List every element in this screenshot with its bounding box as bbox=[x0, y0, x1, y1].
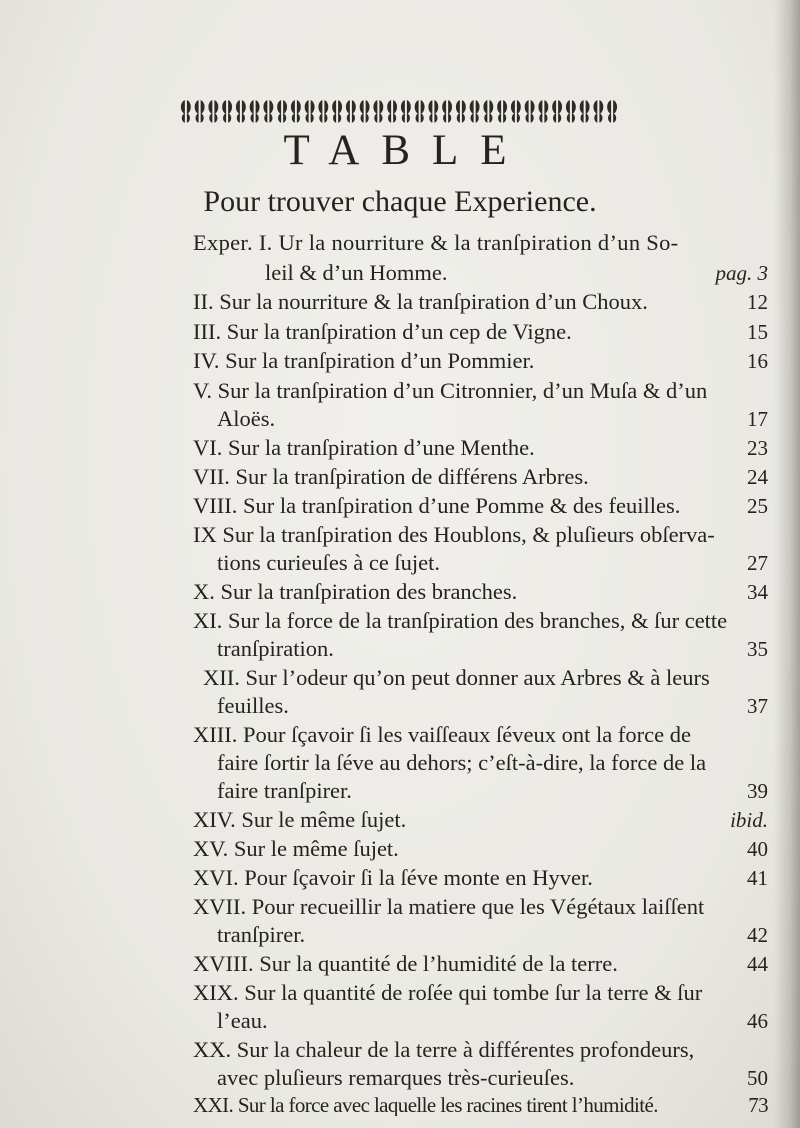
toc-line bbox=[193, 581, 768, 604]
toc-line bbox=[193, 838, 768, 861]
toc-line-page: 34 bbox=[747, 580, 768, 604]
page-title: TABLE bbox=[283, 127, 529, 174]
toc-line-text: XI. Sur la force de la tranſpiration des branches, & ſur cette bbox=[193, 610, 728, 633]
toc-line bbox=[265, 262, 768, 285]
toc-line-text: VII. Sur la tranſpiration de différens Arbres. bbox=[193, 466, 589, 489]
toc-line bbox=[193, 809, 768, 832]
toc-line bbox=[217, 1067, 768, 1090]
toc-line bbox=[217, 924, 768, 947]
toc-line-page: 44 bbox=[747, 952, 768, 976]
toc-line bbox=[217, 695, 768, 718]
toc-line bbox=[193, 982, 768, 1005]
toc-line-text: XX. Sur la chaleur de la terre à différentes profondeurs, bbox=[193, 1039, 695, 1062]
toc-line-text: avec pluſieurs remarques très-curieuſes. bbox=[217, 1067, 575, 1090]
toc-line-text: XXI. Sur la force avec laquelle les racines tirent l’humidité. bbox=[193, 1095, 658, 1116]
toc-line bbox=[217, 638, 768, 661]
toc-line bbox=[217, 752, 768, 775]
toc-line-page: 15 bbox=[747, 320, 768, 344]
toc-line-page: 39 bbox=[747, 779, 768, 803]
toc-line bbox=[193, 495, 768, 518]
toc-line-text: feuilles. bbox=[217, 695, 289, 718]
toc-line-text: VI. Sur la tranſpiration d’une Menthe. bbox=[193, 437, 535, 460]
toc-line-page: 27 bbox=[747, 551, 768, 575]
page-subtitle: Pour trouver chaque Experience. bbox=[203, 185, 597, 218]
toc-line-page: ibid. bbox=[730, 808, 768, 832]
toc-line-text: faire ſortir la ſéve au dehors; c’eſt-à-dire, la force de la bbox=[217, 752, 707, 775]
toc-line-text: XVII. Pour recueillir la matiere que les Végétaux laiſſent bbox=[193, 896, 705, 919]
toc-line-text: faire tranſpirer. bbox=[217, 780, 352, 803]
toc-line-text: XIII. Pour ſçavoir ſi les vaiſſeaux ſéveux ont la force de bbox=[193, 724, 691, 747]
toc-line bbox=[193, 321, 768, 344]
toc-line-text: II. Sur la nourriture & la tranſpiration d’un Choux. bbox=[193, 291, 648, 314]
toc-line-text: Aloës. bbox=[217, 408, 276, 431]
toc-line bbox=[217, 780, 768, 803]
toc-line-text: XIV. Sur le même ſujet. bbox=[193, 809, 407, 832]
toc-line bbox=[193, 724, 768, 747]
toc-line bbox=[193, 896, 768, 919]
toc-line bbox=[193, 867, 768, 890]
toc-line bbox=[193, 1039, 768, 1062]
toc-line-text: III. Sur la tranſpiration d’un cep de Vigne. bbox=[193, 321, 572, 344]
toc-line-text: IV. Sur la tranſpiration d’un Pommier. bbox=[193, 350, 535, 373]
toc-line bbox=[193, 291, 768, 314]
toc-line bbox=[193, 953, 768, 976]
toc-line-page: 50 bbox=[747, 1066, 768, 1090]
toc-line-text: V. Sur la tranſpiration d’un Citronnier, d’un Muſa & d’un bbox=[193, 380, 708, 403]
toc-line-text: IX Sur la tranſpiration des Houblons, & pluſieurs obſerva- bbox=[193, 524, 715, 547]
toc-line-text: tranſpirer. bbox=[217, 924, 306, 947]
toc-line-page: 23 bbox=[747, 436, 768, 460]
toc-line-text: XVIII. Sur la quantité de l’humidité de la terre. bbox=[193, 953, 618, 976]
toc-line bbox=[193, 350, 768, 373]
toc-line-text: VIII. Sur la tranſpiration d’une Pomme & des feuilles. bbox=[193, 495, 681, 518]
toc-line-page: 73 bbox=[748, 1093, 768, 1117]
toc-line-page: 24 bbox=[747, 465, 768, 489]
toc-line-text: XV. Sur le même ſujet. bbox=[193, 838, 399, 861]
toc-line bbox=[193, 437, 768, 460]
toc-line-text: X. Sur la tranſpiration des branches. bbox=[193, 581, 518, 604]
toc-line-text: Exper. I. Ur la nourriture & la tranſpiration d’un So- bbox=[193, 232, 679, 255]
toc-line-page: 37 bbox=[747, 694, 768, 718]
toc-line-page: 35 bbox=[747, 637, 768, 661]
toc-line-text: l’eau. bbox=[217, 1010, 268, 1033]
toc-line-text: tranſpiration. bbox=[217, 638, 334, 661]
toc-line bbox=[203, 667, 768, 690]
toc-line bbox=[193, 466, 768, 489]
toc-line-text: leil & d’un Homme. bbox=[265, 262, 448, 285]
toc-line-text: XII. Sur l’odeur qu’on peut donner aux Arbres & à leurs bbox=[203, 667, 710, 690]
toc-line-page: 41 bbox=[747, 866, 768, 890]
toc-line-page: 46 bbox=[747, 1009, 768, 1033]
toc-line-page: 42 bbox=[747, 923, 768, 947]
toc-line bbox=[217, 552, 768, 575]
toc-line bbox=[217, 1010, 768, 1033]
toc-line-page: pag. 3 bbox=[715, 261, 768, 285]
toc-line-page: 25 bbox=[747, 494, 768, 518]
toc-line-page: 40 bbox=[747, 837, 768, 861]
toc-line-text: XIX. Sur la quantité de roſée qui tombe ſur la terre & ſur bbox=[193, 982, 703, 1005]
toc-line-text: XVI. Pour ſçavoir ſi la ſéve monte en Hyver. bbox=[193, 867, 593, 890]
toc-line bbox=[193, 610, 768, 633]
toc-line bbox=[193, 232, 768, 255]
toc-line bbox=[217, 408, 768, 431]
toc-line-page: 12 bbox=[747, 290, 768, 314]
toc-line bbox=[193, 1095, 768, 1116]
toc-line bbox=[193, 524, 768, 547]
toc-line bbox=[193, 380, 768, 403]
toc-line-page: 17 bbox=[747, 407, 768, 431]
toc-line-text: tions curieuſes à ce ſujet. bbox=[217, 552, 441, 575]
toc-line-page: 16 bbox=[747, 349, 768, 373]
